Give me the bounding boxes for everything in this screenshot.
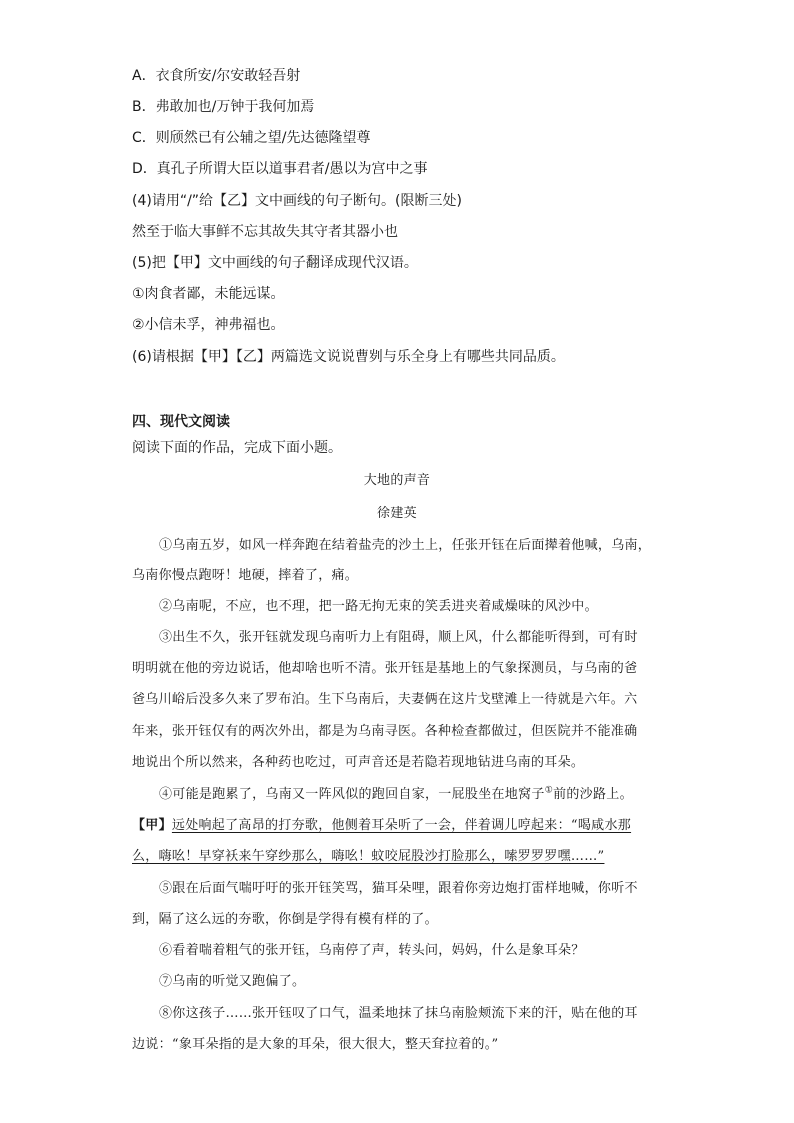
paragraph-8-line-2: 边说：“象耳朵指的是大象的耳朵，很大很大，整天耷拉着的。” [132, 1037, 499, 1052]
jia-line-1 [132, 816, 631, 836]
jia-line-2: 么，嗨吆！早穿袄来午穿纱那么，嗨吆！蚊咬屁股沙打脸那么，嗦罗罗罗嘿……” [132, 849, 605, 864]
paragraph-5-line-1: ⑤跟在后面气喘吁吁的张开钰笑骂，猫耳朵哩，跟着你旁边炮打雷样地喊，你听不 [159, 881, 638, 896]
paragraph-4-text-end: 前的沙路上。 [553, 787, 633, 802]
section-heading: 四、现代文阅读 [132, 414, 230, 430]
jia-label: 【甲】 [132, 818, 172, 833]
question-6-prompt: (6)请根据【甲】【乙】两篇选文说说曹刿与乐全身上有哪些共同品质。 [132, 349, 565, 365]
jia-underlined-text: 远处响起了高昂的打夯歌，他侧着耳朵听了一会，伴着调儿哼起来：“喝咸水那 [171, 818, 632, 833]
article-author: 徐建英 [377, 506, 417, 521]
paragraph-3-line-1: ③出生不久，张开钰就发现乌南听力上有阻碍，顺上风，什么都能听得到，可有时 [159, 630, 638, 645]
paragraph-6-line-1: ⑥看着喘着粗气的张开钰，乌南停了声，转头问，妈妈，什么是象耳朵？ [159, 943, 585, 958]
paragraph-7-line-1: ⑦乌南的听觉又跑偏了。 [159, 974, 306, 989]
section-instruction: 阅读下面的作品，完成下面小题。 [132, 440, 342, 456]
paragraph-2-line-1: ②乌南呢，不应，也不理，把一路无拘无束的笑丢进夹着咸燥味的风沙中。 [159, 599, 598, 614]
paragraph-8-line-1: ⑧你这孩子……张开钰叹了口气，温柔地抹了抹乌南脸颊流下来的汗，贴在他的耳 [159, 1006, 638, 1021]
question-5-item-2: ②小信未孚，神弗福也。 [132, 317, 285, 333]
paragraph-1-line-2: 乌南你慢点跑呀！地硬，摔着了，痛。 [132, 568, 359, 583]
paragraph-3-line-4: 年来，张开钰仅有的两次外出，都是为乌南寻医。各种检查都做过，但医院并不能准确 [132, 724, 638, 739]
option-c: C．则颀然已有公辅之望/先达德隆望尊 [132, 130, 371, 146]
option-d: D．真孔子所谓大臣以道事君者/愚以为宫中之事 [132, 161, 428, 177]
paragraph-5-line-2: 到，隔了这么远的夯歌，你倒是学得有模有样的了。 [132, 912, 438, 927]
paragraph-4-text: ④可能是跑累了，乌南又一阵风似的跑回自家，一屁股坐在地窝子 [159, 787, 545, 802]
paragraph-3-line-2: 明明就在他的旁边说话，他却啥也听不清。张开钰是基地上的气象探测员，与乌南的爸 [132, 661, 638, 676]
paragraph-3-line-5: 地说出个所以然来，各种药也吃过，可声音还是若隐若现地钻进乌南的耳朵。 [132, 755, 585, 770]
article-title: 大地的声音 [363, 473, 431, 488]
option-a: A．衣食所安/尔安敢轻吾射 [132, 68, 301, 84]
question-4-prompt: (4)请用“/”给【乙】文中画线的句子断句。(限断三处) [132, 193, 462, 209]
option-b: B．弗敢加也/万钟于我何加焉 [132, 99, 315, 115]
question-4-sentence: 然至于临大事鲜不忘其故失其守者其器小也 [132, 224, 398, 240]
question-5-prompt: (5)把【甲】文中画线的句子翻译成现代汉语。 [132, 255, 418, 271]
question-5-item-1: ①肉食者鄙，未能远谋。 [132, 286, 285, 302]
paragraph-3-line-3: 爸乌川峪后没多久来了罗布泊。生下乌南后，夫妻俩在这片戈壁滩上一待就是六年。六 [132, 692, 638, 707]
paragraph-4-line-1 [159, 785, 633, 805]
footnote-marker: ① [544, 785, 554, 796]
paragraph-1-line-1: ①乌南五岁，如风一样奔跑在结着盐壳的沙土上，任张开钰在后面撵着他喊，乌南， [159, 538, 652, 553]
